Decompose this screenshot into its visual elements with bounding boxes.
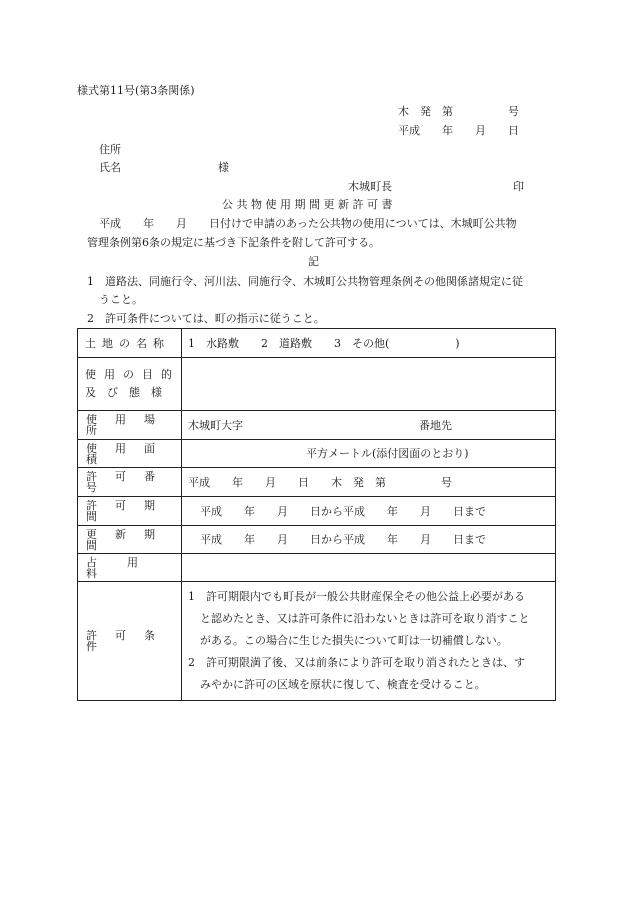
- condition-2-line-2: みやかに許可の区域を原状に復して、検査を受けること。: [200, 678, 486, 691]
- condition-1-line-2: と認めたとき、又は許可条件に沿わないときは許可を取り消すこと: [200, 612, 530, 625]
- table-row-place: [78, 411, 556, 440]
- area-label-text: 使用面積: [86, 441, 173, 466]
- body-line-2: 管理条例第6条の規定に基づき下記条件を附して許可する。: [87, 236, 380, 249]
- seal-mark: 印: [513, 180, 524, 193]
- conditions-value: [182, 582, 556, 701]
- table-row-permit-no: [78, 468, 556, 497]
- fee-label-text: 占用料: [86, 555, 168, 580]
- land-name-value: 1 水路敷 2 道路敷 3 その他( ): [182, 329, 556, 358]
- condition-1-line-1: 1 許可期限内でも町長が一般公共財産保全その他公益上必要がある: [188, 590, 525, 603]
- table-row-fee: [78, 554, 556, 582]
- item-1-line-2: うこと。: [99, 293, 143, 306]
- condition-1-line-3: がある。この場合に生じた損失について町は一切補償しない。: [200, 634, 508, 647]
- table-row-area: [78, 440, 556, 468]
- permit-period-label-text: 許可期間: [86, 499, 173, 523]
- permit-period-value: 平成 年 月 日から平成 年 月 日まで: [182, 497, 556, 526]
- conditions-label: [78, 582, 182, 701]
- address-label: 住所: [99, 143, 121, 156]
- table-row-conditions: [78, 582, 556, 701]
- document-number: 木 発 第 号: [398, 105, 519, 118]
- item-1-line-1: 1 道路法、同施行令、河川法、同施行令、木城町公共物管理条例その他関係諸規定に従: [87, 275, 523, 288]
- renew-period-label: [78, 526, 182, 554]
- purpose-value: [182, 358, 556, 411]
- permit-no-label: [78, 468, 182, 497]
- permit-no-value: 平成 年 月 日 木 発 第 号: [182, 468, 556, 497]
- land-name-label: [78, 329, 182, 358]
- permit-table: [77, 328, 556, 701]
- form-id: 様式第11号(第3条関係): [77, 84, 195, 97]
- place-value: [182, 411, 556, 440]
- permit-no-label-text: 許可番号: [86, 470, 173, 494]
- item-2: 2 許可条件については、町の指示に従うこと。: [87, 312, 325, 325]
- document-title: 公 共 物 使 用 期 間 更 新 許 可 書: [222, 198, 393, 211]
- body-line-1: 平成 年 月 日付けで申請のあった公共物の使用については、木城町公共物: [99, 217, 517, 230]
- table-row-land: [78, 329, 556, 358]
- place-value-left: 木城町大字: [188, 418, 243, 432]
- table-row-renew-period: [78, 526, 556, 554]
- place-label: [78, 411, 182, 440]
- renew-period-value: 平成 年 月 日から平成 年 月 日まで: [182, 526, 556, 554]
- table-row-purpose: [78, 358, 556, 411]
- area-label: [78, 440, 182, 468]
- ki-heading: 記: [308, 255, 319, 268]
- honorific-sama: 様: [218, 161, 229, 174]
- table-row-permit-period: [78, 497, 556, 526]
- purpose-label: [78, 358, 182, 411]
- condition-2-line-1: 2 許可期限満了後、又は前条により許可を取り消されたときは、す: [188, 656, 525, 669]
- fee-label: [78, 554, 182, 582]
- issuer: 木城町長: [348, 180, 392, 193]
- purpose-label-line-2: 及び態様: [85, 386, 173, 399]
- land-name-label-text: 土地の名称: [85, 336, 170, 350]
- fee-value: [182, 554, 556, 582]
- renew-period-label-text: 更新期間: [86, 527, 173, 552]
- purpose-label-line-1: 使用の目的: [85, 368, 180, 381]
- name-label: 氏名: [99, 161, 121, 174]
- permit-period-label: [78, 497, 182, 526]
- place-label-text: 使用場所: [86, 413, 173, 437]
- area-value: 平方メートル(添付図面のとおり): [182, 440, 556, 468]
- issue-date: 平成 年 月 日: [398, 124, 519, 137]
- place-value-right: 番地先: [419, 419, 452, 432]
- conditions-label-text: 許可条件: [86, 629, 173, 653]
